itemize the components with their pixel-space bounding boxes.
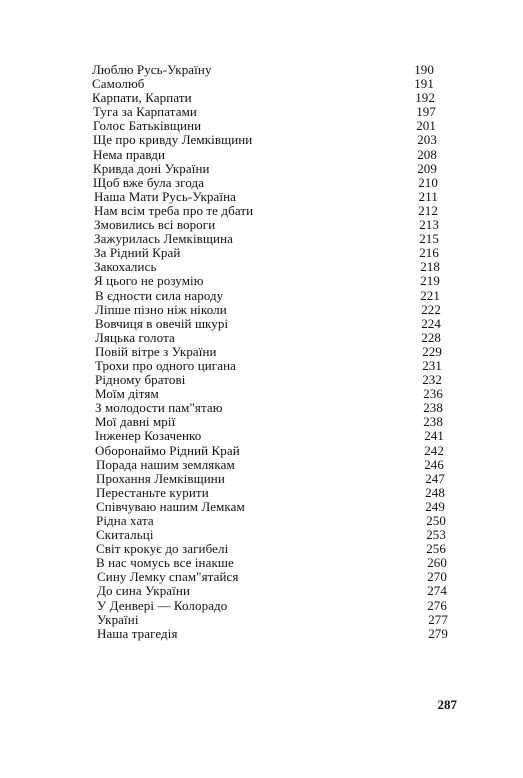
toc-entry [0,176,523,190]
toc-entry-title: Туга за Карпатами [93,104,197,120]
toc-entry-title: Кривда доні України [93,160,210,176]
toc-entry [0,528,523,542]
toc-entry-page: 270 [427,569,447,585]
toc-entry [0,584,523,598]
toc-entry [0,458,523,472]
toc-entry [0,514,523,528]
toc-entry-page: 274 [427,583,447,599]
toc-entry-page: 231 [422,357,442,373]
toc-entry-title: Перестаньте курити [96,484,209,500]
toc-entry-page: 215 [419,231,439,247]
toc-entry [0,204,523,218]
toc-entry-page: 238 [423,400,443,416]
toc-entry [0,627,523,641]
toc-entry-page: 248 [425,484,445,500]
toc-entry-page: 277 [428,611,448,627]
toc-entry-page: 218 [420,259,440,275]
toc-entry [0,472,523,486]
toc-entry-title: Мої давні мрії [95,414,176,430]
toc-entry [0,274,523,288]
toc-entry-page: 247 [425,470,445,486]
toc-entry-page: 190 [414,62,434,77]
toc-entry [0,91,523,105]
toc-entry-title: Рідна хата [96,513,154,528]
toc-entry-page: 238 [423,414,443,430]
toc-entry-page: 260 [427,555,447,571]
toc-entry [0,190,523,204]
toc-entry-page: 276 [427,597,447,613]
toc-entry-title: Самолюб [92,76,145,92]
toc-entry [0,260,523,274]
toc-entry [0,148,523,162]
toc-entry [0,105,523,119]
toc-entry-title: Вовчиця в овечій шкурі [95,315,229,331]
toc-entry [0,444,523,458]
toc-entry [0,331,523,345]
toc-entry-page: 219 [420,273,440,289]
toc-entry [0,246,523,260]
toc-entry [0,133,523,147]
toc-entry-page: 250 [426,513,446,528]
toc-entry-title: Україні [97,611,139,627]
toc-entry-page: 256 [426,541,446,557]
toc-entry-title: Повій вітре з України [95,343,217,359]
toc-entry-title: Щоб вже була згода [93,174,205,190]
toc-entry-page: 236 [423,386,443,402]
toc-entry-title: За Рідний Край [94,245,181,261]
toc-entry [0,542,523,556]
toc-entry-title: Голос Батьківщини [93,118,202,134]
toc-entry-page: 216 [419,245,439,261]
toc-entry-title: Змовились всі вороги [94,217,216,233]
toc-entry-page: 209 [417,160,437,176]
toc-entry-page: 221 [420,287,440,303]
toc-entry-page: 242 [424,442,444,458]
toc-entry [0,429,523,443]
toc-entry [0,599,523,613]
toc-entry-title: В нас чомусь все інакше [96,555,234,571]
toc-entry-title: Моїм дітям [95,386,159,402]
toc-entry-page: 197 [416,104,436,120]
toc-entry-title: Я цього не розумію [94,273,204,289]
toc-entry [0,570,523,584]
toc-entry-title: Оборонаймо Рідний Край [95,442,240,458]
toc-entry [0,415,523,429]
toc-entry-page: 228 [421,329,441,345]
toc-entry-page: 253 [426,527,446,543]
toc-entry [0,345,523,359]
toc-entry-title: Наша Мати Русь-Україна [94,188,237,204]
toc-entry-title: Трохи про одного цигана [95,357,237,373]
toc-entry-page: 210 [418,174,438,190]
toc-entry-page: 192 [415,90,435,106]
toc-entry [0,77,523,91]
toc-entry-title: Ще про кривду Лемківщини [93,132,253,148]
toc-entry [0,556,523,570]
toc-entry-title: Карпати, Карпати [92,90,192,106]
toc-entry [0,317,523,331]
toc-entry-page: 246 [424,456,444,472]
toc-entry-title: Інженер Козаченко [95,428,202,444]
toc-entry-title: Світ крокує до загибелі [96,541,229,557]
toc-entry-page: 279 [428,625,448,641]
toc-entry-title: Порада нашим землякам [96,456,235,472]
toc-entry-page: 211 [418,188,438,204]
toc-entry-title: Наша трагедія [97,625,178,641]
toc-entry-page: 212 [418,202,438,218]
toc-entry-page: 208 [417,146,437,162]
page-number: 287 [437,697,457,712]
toc-entry [0,387,523,401]
toc-entry-title: Співчуваю нашим Лемкам [96,498,245,514]
toc-entry-title: Нема правди [93,146,166,162]
toc-entry-page: 249 [425,498,445,514]
toc-entry-title: Ліпше пізно ніж ніколи [95,301,227,317]
toc-entry-title: Зажурилась Лемківщина [94,231,234,247]
toc-entry-title: В єдности сила народу [95,287,224,303]
toc-entry-title: До сина України [97,583,190,599]
toc-entry-title: Нам всім треба про те дбати [94,202,254,218]
toc-entry-title: Прохання Лемківщини [96,470,225,486]
toc-entry-title: У Денвері — Колорадо [97,597,228,613]
toc-entry-page: 241 [424,428,444,444]
toc-entry [0,359,523,373]
toc-entry [0,119,523,133]
toc-entry [0,613,523,627]
toc-entry-page: 201 [416,118,436,134]
toc-entry-page: 222 [421,301,441,317]
toc-entry [0,232,523,246]
toc-entry-page: 191 [414,76,434,92]
toc-entry-page: 224 [421,315,441,331]
toc-entry-title: Скитальці [96,527,154,543]
toc-entry [0,218,523,232]
toc-entry [0,63,523,77]
table-of-contents [0,63,523,641]
toc-entry [0,162,523,176]
toc-entry-title: Рідному братові [95,372,186,388]
toc-entry-page: 203 [417,132,437,148]
toc-entry-title: Сину Лемку спам"ятайся [97,569,239,585]
toc-entry [0,303,523,317]
toc-entry [0,486,523,500]
toc-entry [0,500,523,514]
toc-entry [0,289,523,303]
toc-entry-title: Ляцька голота [95,329,175,345]
toc-entry [0,373,523,387]
toc-entry-page: 229 [422,343,442,359]
toc-entry-title: З молодости пам"ятаю [95,400,223,416]
toc-entry-page: 213 [419,217,439,233]
toc-entry [0,401,523,415]
toc-entry-title: Люблю Русь-Україну [92,62,212,77]
toc-entry-title: Закохались [94,259,157,275]
toc-entry-page: 232 [422,372,442,388]
